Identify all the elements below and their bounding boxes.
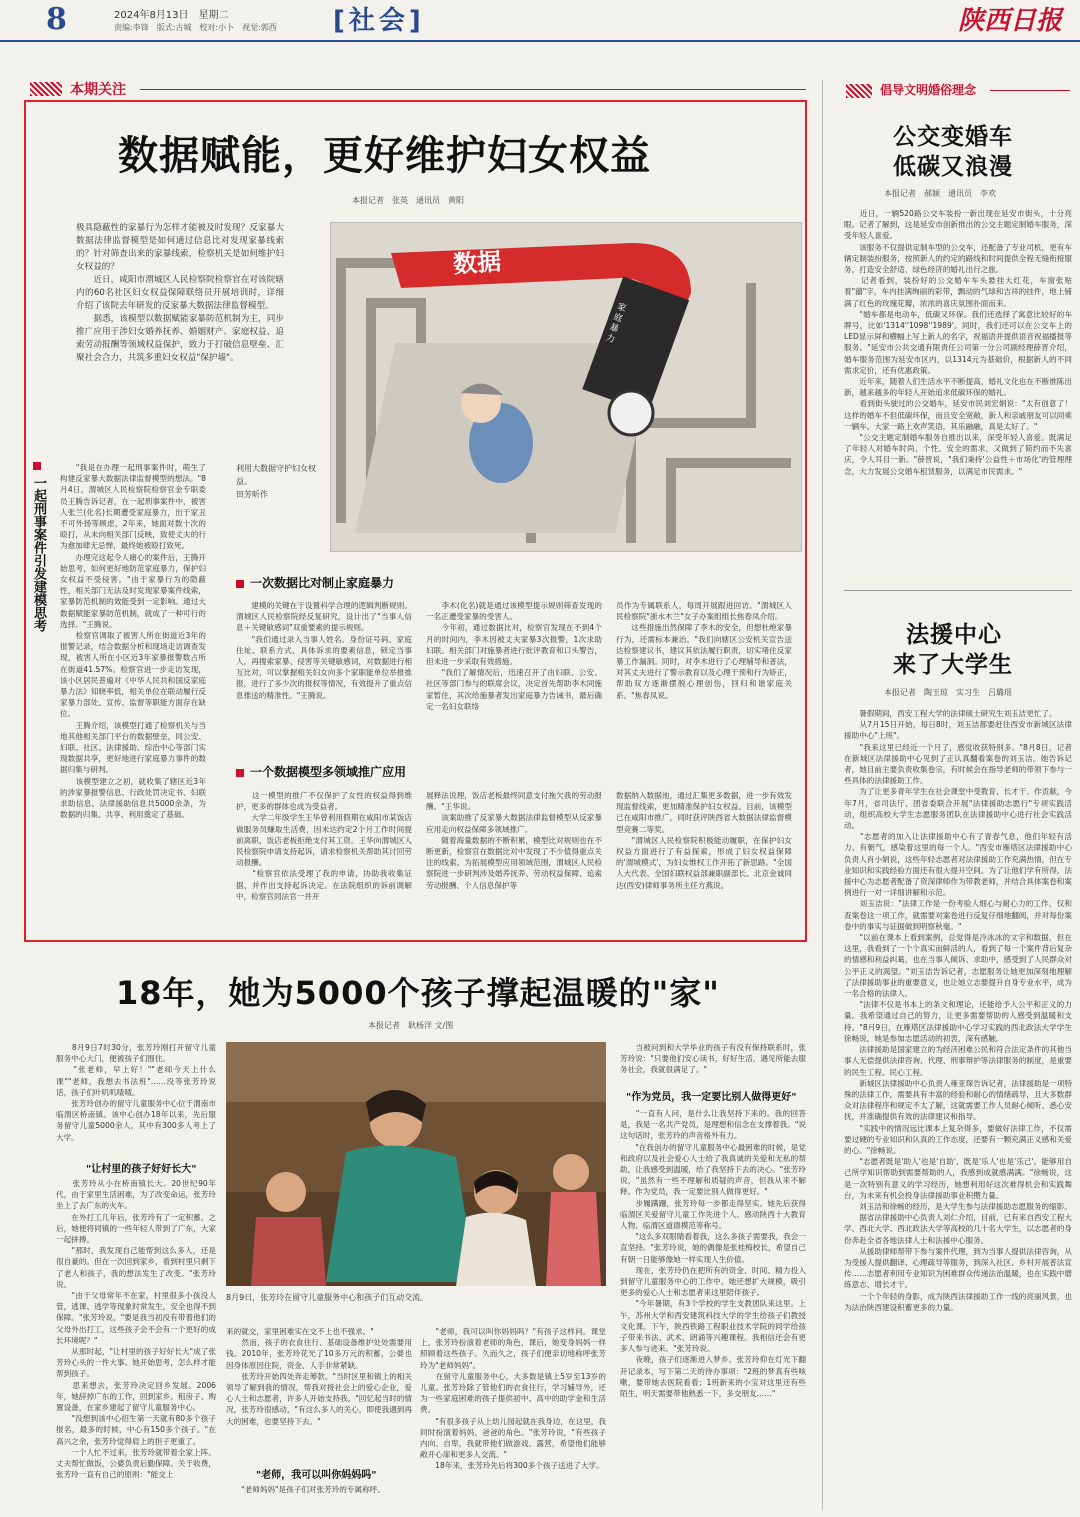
- sub2-col2: 展释法说理，饭店老板最终同意支付拖欠我的劳动报酬。"王华说。 该案助推了反家暴大数据法律监督模型从反家暴应用走向权益保障多领域推广。 随着海量数据的不断积累，模型比对规则也在不断更新，检察官在数据比对中发现了不少值得重点关注的线索。为拓展模型应用领域范围，渭城区人民检察院进一步研判涉及婚养抚养、劳动权益保障、追索劳动报酬、个人信息保护等: [426, 791, 602, 890]
- second-col4b: "一直有人问，是什么让我坚持下来的。我的回答是，我是一名共产党员，是理想和信念在支撑着我。"说这句话时，张芳玲的声音格外有力。 "在我创办的留守儿童服务中心最困难的时候，是党和政府以及社会爱心人士给了我真诚的关爱和无私的帮助，让我感受到温暖，给了我坚持下去的决心。"张芳玲说，"虽然有一些不理解和质疑的声音，但我从来不解释。作为党员，我一定要比别人做得更好。" 步履蹒跚，张芳玲每一步都走得坚实。她先后获得临渭区关爱留守儿童工作先进个人、感动陕西十大教育人物、临渭区道德模范等称号。 "这么多双眼睛看着我，这么多孩子需要我，我会一直坚持。"张芳玲说，她的偶像是张桂梅校长，希望自己有朝一日能够像她一样实现人生价值。 现在，张芳玲仍在把所有的资金、时间、精力投入到留守儿童服务中心的工作中。她还想扩大规模，吸引更多的爱心人士和志愿者来这里陪伴孩子。 "今年暑期，有3个学校的学生支教团队来这里。上午，苏州大学和西安建筑科技大学的学生给孩子们教授文化课。下午，陕西铁路工程职业技术学院的同学给孩子带来书法、武术、朗诵等兴趣课程。我相信还会有更多人参与进来。"张芳玲说。 夜晚，孩子们逐渐进入梦乡。张芳玲仰在灯光下翻开记录本，写下第二天的待办事项："2班的梦真有些咳嗽，要带她去医院看看；1班新来的小宝对这里还有些陌生，明天需要带他熟悉一下，多交朋友……": [620, 1109, 806, 1399]
- newspaper-logo: 陕西日报: [958, 6, 1063, 36]
- maze-illustration: [331, 223, 801, 551]
- second-col4-subhead: "作为党员，我一定要比别人做得更好": [626, 1092, 797, 1103]
- main-byline: 本报记者 张英 通讯员 黄阳: [352, 196, 464, 205]
- sub2-col1: 这一模型的推广不仅保护了女性的权益得到维护，更多的群体也成为受益者。 大学二年级学生王华曾利用假期在咸阳市某饭店做服务员赚取生活费，因未达约定2个月工作时间提前离职，饭店老板拒绝支付其工资。王华向渭城区人民检察院申请支持起诉，请求检察机关帮助其讨回劳动报酬。 "检察官依法受理了我的申请，协助我收集证据，并作出支持起诉决定。在法院组织的诉前调解中，检察官同法官一并开: [236, 791, 412, 901]
- second-col1b: 张芳玲从小在桥南镇长大。20世纪90年代，由于家里生活困难，为了改变命运，张芳玲坐上了去广东的火车。 在外打工几年后，张芳玲有了一定积蓄。之后，她便将同镇的一些年轻人带到了广东，大家一起拼搏。 "那时，我发现自己能帮到这么多人，还是很自豪的。但在一次回到家乡，看到村里只剩下了老人和孩子，我的想法发生了改变。"张芳玲说。 "由于父母常年不在家，村里很多小孩没人管，逃课、逃学等现象时常发生，安全也得不到保障。"张芳玲说，"要是我当初没有带着他们的父母外出打工，这些孩子会不会有一个更好的成长环境呢？" 从那时起，"让村里的孩子好好长大"成了张芳玲心头的一件大事。她开始思考，怎么样才能帮到孩子。 思来想去，张芳玲决定回乡发展。2006年，她辞掉广东的工作，回到家乡。租房子、购置设备，在家乡建起了留守儿童服务中心。 "没想到该中心招生第一天就有80多个孩子报名，最多的时候，中心有150多个孩子。"在高兴之余，张芳玲觉得肩上的担子更重了。 一个人忙不过来，张芳玲就带着全家上阵。丈夫帮忙做饭，公婆负责后勤保障。关于收费，张芳玲一直有自己的原则："能交上: [56, 1179, 216, 1480]
- subhead-1: [236, 574, 394, 591]
- sidebar-divider: [822, 80, 823, 1510]
- illustration-caption: 利用大数据守护妇女权益。 田芳昕作: [236, 464, 316, 499]
- staff-credits: 责编:李锋 版式:古城 校对:小卜 视觉:郭西: [114, 23, 277, 32]
- main-headline: 数据赋能，更好维护妇女权益: [118, 133, 651, 179]
- classroom-photo: [226, 1042, 606, 1286]
- sidebar-body: 近日，一辆520路公交车装扮一新出现在延安市街头，十分亮眼。记者了解到，这是延安市创新推出的公交主题定制婚车服务，深受年轻人喜爱。 该服务不仅提供定制车型的公交车，还配备了专业司机，更有车辆定制装扮服务，按照新人的约定的路线和时间提供全程无缝衔接服务，打造安全舒适、绿色经济的婚礼出行之旅。 记者看到，装扮好的公交婚车车头悬挂大红花，车窗张贴着"囍"字，车内挂满绚丽的彩带，飘动的气球和吉祥的挂件，地上铺满了红色的玫瑰花瓣，浓浓的喜庆氛围扑面而来。 "婚车都是电动车，低碳又环保。我们还选择了寓意比较好的车牌号，比如'1314''1098''1989'。同时，我们还可以在公交车上的LED显示屏和横幅上写上新人的名字，祝福语并提供语音祝福播报等服务。"延安市公共交通有限责任公司第一分公司副经理薛晋介绍，婚车服务范围为延安市区内，以1314元为基础价，根据新人的不同需求定价，还有优惠政策。 近年来，随着人们生活水平不断提高，婚礼文化也在不断推陈出新，越来越多的年轻人开始追求低碳环保的婚礼。 看到街头驶过的公交婚车，延安市民刘宏娟说："太有创意了！这样的婚车不但低碳环保，而且安全宽敞，新人和亲戚朋友可以同乘一辆车。大家一路上欢声笑语，其乐融融，真是太好了。" "公交主题定制婚车服务自推出以来，深受年轻人喜爱。既满足了年轻人对婚车时尚、个性、安全的需求，又做到了简约而不失喜庆，令人耳目一新。"薛晋说，"我们秉持'公益性＋市场化'的管理理念，大力发展公交婚车租赁服务，以满足市民需求。": [844, 209, 1072, 476]
- sidebar2-byline: 本报记者 陶玉琼 实习生 吕璐瑶: [884, 688, 1012, 697]
- main-col-left: "我是在办理一起刑事案件时，萌生了构建反家暴大数据法律监督模型的想法。"8月4日，渭城区人民检察院检察官金专职委员王腾告诉记者，在一起刑事案件中，被害人张兰(化名)长期遭受家庭暴力，出于家丑不可外扬等顾虑，2年来，她面对数十次的殴打，从未向相关部门反映，致使丈夫的行为愈加肆无忌惮，最终她被殴打致死。 办理完这起令人痛心的案件后，王腾开始思考，如何更好地防范家庭暴力，保护妇女权益不受侵害。"由于家暴行为的隐蔽性，相关部门无法及时发现家暴案件线索，家暴防范机制的效能受到一定影响。通过大数据赋能家暴防范机制，就成了一种可行的选择。"王腾说。 检察官调取了被害人所在街道近3年的报警记录，结合数据分析和现场走访调查发现，被害人所在小区近3年家暴报警数占所在街道41.57%。检察官进一步走访发现，该小区居民普遍对《中华人民共和国反家庭暴力法》知晓率低，相关单位在联动履行反家暴力部处、宣传、监督等职能方面存在缺位。 王腾介绍，该模型打通了检察机关与当地其他相关部门平台的数据壁垒，同公安、妇联、社区、法律援助、综治中心等部门实现数据共享，更好地进行家庭暴力事件的数据归集与研判。 该模型建立之初，就收集了辖区近3年的涉家暴报警信息、行政处罚决定书、妇联求助信息、法律援助信息共5000余条，为数据的归集、共享、利用奠定了基础。: [60, 463, 206, 820]
- photo-caption: 8月9日，张芳玲在留守儿童服务中心和孩子们互动交流。: [226, 1293, 429, 1302]
- illustration-label: 数据: [452, 247, 503, 279]
- second-headline: 18年，她为5000个孩子撑起温暖的"家": [116, 974, 720, 1012]
- subhead-1-marker: [236, 580, 244, 588]
- second-col1: 8月9日7时30分，张芳玲刚打开留守儿童服务中心大门，便被孩子们围住。 "张老师，早上好！""老师今天上什么课""老师，我想去书法班"……没等张芳玲说话，孩子们叶叽叽喳喳。 张芳玲创办的留守儿童服务中心位于渭南市临渭区桥南镇。该中心创办18年以来，先后服务留守儿童5000余人，其中有300多人考上了大学。: [56, 1043, 216, 1142]
- sidebar2-headline-line1: 法援中心: [906, 622, 1002, 648]
- sidebar-kicker: 倡导文明婚俗理念: [880, 83, 977, 97]
- sidebar-split-rule: [844, 590, 1072, 591]
- sidebar2-headline-line2: 来了大学生: [893, 652, 1013, 678]
- second-col1-subhead: "让村里的孩子好好长大": [86, 1164, 197, 1175]
- kicker-rule: [140, 89, 806, 90]
- subhead-2-text: 一个数据模型多领域推广应用: [250, 765, 407, 779]
- second-byline: 本报记者 耿杨洋 文/图: [368, 1021, 454, 1030]
- illustration: [330, 222, 802, 552]
- sidebar-byline: 本报记者 郝颖 通讯员 李欢: [884, 189, 996, 198]
- main-kicker: 本期关注: [70, 82, 126, 98]
- second-col2b: "老师妈妈"是孩子们对张芳玲的专属称呼。: [226, 1485, 385, 1494]
- sidebar-kicker-rule: [990, 90, 1070, 91]
- sidebar-kicker-stripe: [846, 84, 872, 98]
- side-title: 一起刑事案件引发建模思考: [31, 476, 46, 632]
- sub2-col3: 数据纳入数据池，通过汇集更多数据，进一步有效发现监督线索，更加精准保护妇女权益。目前，该模型已在咸阳市推广，同时获评陕西省大数据法律监督模型竞赛二等奖。 "渭城区人民检察院积极能动履职，在保护妇女权益方面进行了有益探索，形成了妇女权益保障的'渭城模式'，为妇女维权工作开拓了新思路。"全国人大代表、全国妇联权益部兼职副部长、北京金诚同达(西安)律师事务所主任方燕说。: [616, 791, 792, 890]
- sidebar-headline-line1: 公交变婚车: [893, 124, 1013, 150]
- side-title-marker: [33, 462, 41, 470]
- subhead-2: [236, 763, 406, 780]
- header-rule: [0, 40, 1080, 42]
- section-title: [社会]: [333, 6, 425, 36]
- page-number: 8: [46, 2, 67, 37]
- sub1-col2: 李木(化名)就是通过该模型提示规则筛查发现的一名正遭受家暴的受害人。 今年初，通过数据比对，检察官发现在不到4个月的时间内，李木因被丈夫家暴3次报警，1次求助妇联。相关部门对施暴者进行批评教育和口头警告，但未进一步采取有效措施。 "我们了解情况后，迅速召开了由妇联、公安、社区等部门参与的联席会议，决定首先帮助李木同施家暂住，其次给施暴者发出家庭暴力告诫书，最后确定一名妇女联络: [426, 601, 602, 711]
- main-lead: 极具隐蔽性的家暴行为怎样才能被及时发现？反家暴大数据法律监督模型是如何通过信息比对发现家暴线索的？针对筛查出来的家暴线索，检察机关是如何维护妇女权益的？ 近日，咸阳市渭城区人民检察院检察官在对该院辖内的60名社区妇女权益保障联络员开展培训时，详细介绍了该院去年研发的反家暴大数据法律监督模型。 据悉，该模型以数据赋能家暴防范机制为主，同步推广应用于涉妇女婚养抚养、婚姻财产、家庭权益、追索劳动报酬等领域权益保护，致力于打破信息壁垒、汇聚社会合力，共筑多重妇女权益"保护墙"。: [76, 223, 284, 363]
- second-col2-subhead: "老师，我可以叫你妈妈吗": [256, 1470, 377, 1481]
- issue-date: 2024年8月13日 星期二: [114, 10, 229, 21]
- kicker-stripe: [30, 82, 62, 96]
- second-col3: "老师，我可以叫你妈妈吗？"有孩子这样问。课堂上，张芳玲扮演着老师的角色，课后，她变身妈妈一样照顾着这些孩子。久而久之，孩子们便亲切地称呼张芳玲为"老师妈妈"。 在留守儿童服务中心，大多数是镇上5岁至13岁的儿童。张芳玲除了管他们的衣食住行，学习辅导外，还为一些家庭困难的孩子提供初中、高中的助学金和生活费。 "有很多孩子从上幼儿园起就在我身边，在这里，我同时扮演着妈妈、爸爸的角色。"张芳玲说，"有些孩子内向、自卑，我就带他们做游戏、露营，希望他们能够敞开心扉和更多人交流。" 18年来，张芳玲先后将300多个孩子送进了大学。: [420, 1327, 606, 1471]
- sub1-col1: 建模的关键在于设置科学合理的逻辑判断规则。渭城区人民检察院经反复研究，设计出了"当事人信息＋关键敏感词"双重要素的提示规则。 "我们通过录入当事人姓名、身份证号码、家庭住址、联系方式、具体诉求的要素信息，锁定当事人，再搜索家暴、侵害等关键敏感词，对数据进行相互比对，可以掌握相关妇女向多个家职能单位举报推报，进行了多少次的报权等情况，有效提升了重点信息推送的精准性。"王腾说。: [236, 601, 412, 700]
- sidebar2-body: 暑假期间，西安工程大学的法律硕士研究生刘玉洁更忙了。 从7月15日开始，每日8时，刘玉洁都要赶往西安市新城区法律援助中心"上班"。 "我来这里已经近一个月了，感觉收获特别多。"8月8日，记者在新城区法律援助中心见到了正认真翻看案卷的刘玉洁。她告诉记者，她目前主要负责收集卷宗，有时候会在指导老师的带领下参与一些具体的法律援助工作。 为了让更多青年学生在社会课堂中受教育、长才干、作贡献，今年7月，省司法厅、团省委联合开展"法律援助志愿行"专项实践活动，组织高校大学生志愿服务团队在法律援助中心进行社会实践活动。 "志愿者的加入让法律援助中心有了青春气息，他们年轻有活力、有朝气，感染着这里的每一个人。"西安市雁塔区法律援助中心负责人肖小娟说，这些年轻志愿者对法律援助工作充满热情，但在专业知识和实践经验方面还有很大提升空间。为了让他们学有所得，法援中心为志愿者配备了资深律师作为带教老师，并结合具体案卷和案例进行一对一详细讲解和示范。 刘玉洁说："法律工作是一份考验人细心与耐心力的工作，仅和查案卷这一项工作，就需要对案卷进行反复仔细地翻阅，并对每份案卷中的事实与证据做到明察秋毫。" "以前在课本上看到案例，总觉得是冷冰冰的文字和数据，但在这里，我看到了一个个真实而鲜活的人，看到了每一个案件背后复杂的情感和利益纠葛，也在当事人倾诉、求助中，感受到了人民群众对公平正义的渴望。"刘玉洁告诉记者，志愿服务让她更加深刻地理解了法律援助事业的重要意义，也让她立志要提升自身专业水平，成为一名合格的法律人。 "法律不仅是书本上的条文和理论，还能给予人公平和正义的力量。我希望通过自己的努力，让更多需要帮助的人感受到温暖和支持。"8月9日，在雁塔区法律援助中心学习实践的西北政法大学学生徐畅说，她是参加志愿活动的初衷，深有感触。 法律援助是国家建立的为经济困难公民和符合法定条件的其他当事人无偿提供法律咨询、代理、刑事辩护等法律服务的制度，是重要的民生工程、民心工程。 新城区法律援助中心负责人雍亚琛告诉记者，法律援助是一项特殊的法律工作，需要具有丰富的经验和耐心的情绪疏导，且大多数群众对法律程序和规定不太了解，这就需要工作人员耐心倾听、悉心安抚，并准确提供有效的法律建议和指导。 "实践中的情况远比课本上复杂得多，要做好法律工作，不仅需要过硬的专业知识和认真的工作态度，还要有一颗充满正义感和关爱的心。"徐畅说。 "志愿者既是'助人'也是'自助'，既是'乐人'也是'乐己'。能够用自己所学知识帮助到需要帮助的人，我感到成就感满满。"徐畅说，这是一次特别有意义的学习经历，她想利用好这次难得机会和实践舞台，为未来有机会投身法律援助事业积攒力量。 刘玉洁和徐畅的经历，是大学生参与法律援助志愿服务的缩影。 据省法律援助中心负责人刘仁介绍，目前，已有来自西安工程大学、西北大学、西北政法大学等高校的几十名大学生，以志愿者的身份奔赴全省各地法律人士和法援中心服务。 从援助律师帮带下参与案件代理，到为当事人提供法律咨询，从为受援人提供翻译、心理疏导等服务，到深入社区、乡村开展普法宣传……志愿者利用专业知识为困难群众传递法治温暖，也在实践中磨练意志、增长才干。 一个个年轻的身影，成为陕西法律援助工作一线的亮丽风景，也为法治陕西建设积蓄更多的力量。: [844, 709, 1072, 1312]
- illustration-sign: 家庭暴力: [604, 301, 628, 346]
- story-photo: [226, 1042, 606, 1286]
- second-col4: 当被问到和大学毕业的孩子有没有保持联系时，张芳玲说："只要他们安心读书，好好生活，遇见所能去服务社会，我就很满足了。": [620, 1043, 806, 1075]
- sub1-col3: 员作为专属联系人，每周开展跟进回访。"渭城区人民检察院"浙水木兰"女子办案组组长焦春凤介绍。 这些措施出然保障了李木的安全，但想杜绝家暴行为，还需标本兼治。"我们向辖区公安机关宣告送达检察建议书，建议其依法履行职责，切实堵住反家暴工作漏洞。同时，对李木进行了心理辅导和普法，对其丈夫进行了警示教育以及心理干预和行为矫正，帮助双方逐渐摆脱心理创伤，回归和谐家庭关系。"焦春凤说。: [616, 601, 792, 700]
- subhead-1-text: 一次数据比对制止家庭暴力: [250, 576, 395, 590]
- subhead-2-marker: [236, 769, 244, 777]
- second-col2: 来的就交，家里困难实在交不上也不强求。" 然而，孩子的衣食住行、基础设备维护处处需要用钱。2010年，张芳玲花光了10多万元的积蓄，公婆也因身体原因住院，资金、人手非常紧缺。 张芳玲开始四处奔走筹款。"当时区里和镇上的相关领导了解到我的情况，帮我对接社会上的爱心企业，爱心人士和志愿者，许多人开始支持我。"回忆起当时的情况，张芳玲很感动，"有这么多人的关心，即使我遇到再大的困难，也要坚持下去。": [226, 1327, 412, 1426]
- sidebar-headline-line2: 低碳又浪漫: [893, 154, 1013, 180]
